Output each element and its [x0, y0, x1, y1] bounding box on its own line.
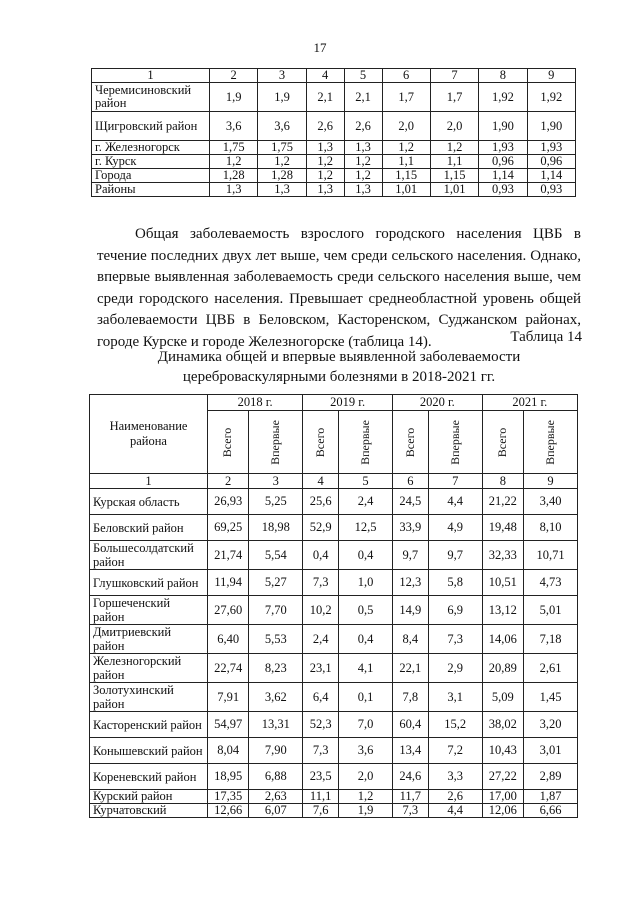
value-cell: 0,4	[339, 541, 393, 570]
new-header-cell	[428, 411, 482, 474]
value-cell: 7,6	[303, 804, 339, 818]
table-row	[90, 654, 578, 683]
value-cell: 17,00	[482, 790, 523, 804]
value-cell: 1,2	[258, 155, 306, 169]
column-number-cell: 6	[392, 474, 428, 489]
value-cell: 1,2	[339, 790, 393, 804]
table-row	[90, 570, 578, 596]
new-header-cell	[524, 411, 578, 474]
value-cell: 32,33	[482, 541, 523, 570]
value-cell: 1,3	[344, 183, 382, 197]
value-cell: 1,2	[430, 141, 478, 155]
year-header-cell: 2020 г.	[392, 395, 482, 411]
value-cell: 3,1	[428, 683, 482, 712]
year-header-cell: 2021 г.	[482, 395, 577, 411]
value-cell: 0,5	[339, 596, 393, 625]
value-cell: 14,06	[482, 625, 523, 654]
value-cell: 24,5	[392, 489, 428, 515]
value-cell: 23,5	[303, 764, 339, 790]
value-cell: 1,0	[339, 570, 393, 596]
value-cell: 12,66	[208, 804, 249, 818]
vertical-label: Впервые	[358, 419, 372, 465]
value-cell: 2,0	[339, 764, 393, 790]
column-number-cell: 3	[249, 474, 303, 489]
row-name-cell: Дмитриевский район	[90, 625, 208, 654]
page-number: 17	[313, 40, 327, 55]
value-cell: 2,89	[524, 764, 578, 790]
column-number-cell: 3	[258, 69, 306, 83]
value-cell: 20,89	[482, 654, 523, 683]
row-name-cell: Железногорский район	[90, 654, 208, 683]
value-cell: 1,2	[344, 155, 382, 169]
value-cell: 52,3	[303, 712, 339, 738]
row-name-cell: Глушковский район	[90, 570, 208, 596]
value-cell: 7,3	[303, 738, 339, 764]
value-cell: 7,3	[428, 625, 482, 654]
value-cell: 7,18	[524, 625, 578, 654]
value-cell: 7,70	[249, 596, 303, 625]
value-cell: 5,01	[524, 596, 578, 625]
value-cell: 2,1	[306, 83, 344, 112]
value-cell: 1,3	[344, 141, 382, 155]
value-cell: 6,07	[249, 804, 303, 818]
value-cell: 7,2	[428, 738, 482, 764]
column-number-cell: 6	[382, 69, 430, 83]
value-cell: 6,9	[428, 596, 482, 625]
value-cell: 1,90	[527, 112, 575, 141]
value-cell: 7,8	[392, 683, 428, 712]
row-name-cell: Кореневский район	[90, 764, 208, 790]
value-cell: 69,25	[208, 515, 249, 541]
value-cell: 2,61	[524, 654, 578, 683]
value-cell: 1,14	[479, 169, 527, 183]
value-cell: 0,93	[479, 183, 527, 197]
value-cell: 33,9	[392, 515, 428, 541]
column-number-cell: 8	[479, 69, 527, 83]
column-number-cell: 5	[339, 474, 393, 489]
table-row	[92, 112, 576, 141]
new-header-cell	[339, 411, 393, 474]
value-cell: 1,2	[210, 155, 258, 169]
row-name-cell: Беловский район	[90, 515, 208, 541]
value-cell: 1,93	[479, 141, 527, 155]
value-cell: 1,2	[306, 155, 344, 169]
table-main	[89, 394, 578, 818]
value-cell: 11,1	[303, 790, 339, 804]
value-cell: 6,4	[303, 683, 339, 712]
new-header-cell	[249, 411, 303, 474]
vertical-label: Всего	[402, 427, 417, 457]
value-cell: 12,5	[339, 515, 393, 541]
column-number-cell: 5	[344, 69, 382, 83]
value-cell: 13,4	[392, 738, 428, 764]
vertical-label: Впервые	[268, 419, 283, 465]
table-row	[92, 169, 576, 183]
table-caption-line2: цереброваскулярными болезнями в 2018-2021 гг.	[182, 369, 496, 385]
value-cell: 1,9	[258, 83, 306, 112]
column-number-cell: 9	[527, 69, 575, 83]
value-cell: 1,01	[430, 183, 478, 197]
year-header-row	[90, 395, 578, 411]
value-cell: 0,96	[479, 155, 527, 169]
value-cell: 3,20	[524, 712, 578, 738]
vertical-label: Впервые	[447, 419, 462, 465]
column-number-cell: 2	[208, 474, 249, 489]
value-cell: 8,04	[208, 738, 249, 764]
value-cell: 1,14	[527, 169, 575, 183]
value-cell: 21,22	[482, 489, 523, 515]
value-cell: 0,1	[339, 683, 393, 712]
column-number-cell: 7	[430, 69, 478, 83]
row-name-cell: г. Железногорск	[92, 141, 210, 155]
total-header-cell	[208, 411, 249, 474]
value-cell: 3,6	[210, 112, 258, 141]
value-cell: 2,6	[306, 112, 344, 141]
value-cell: 11,94	[208, 570, 249, 596]
table-row	[92, 155, 576, 169]
value-cell: 5,53	[249, 625, 303, 654]
value-cell: 13,31	[249, 712, 303, 738]
value-cell: 1,92	[479, 83, 527, 112]
table-row	[90, 764, 578, 790]
row-name-cell: Курчатовский	[90, 804, 208, 818]
table-row	[90, 625, 578, 654]
value-cell: 23,1	[303, 654, 339, 683]
row-name-cell: Золотухинский район	[90, 683, 208, 712]
value-cell: 1,15	[430, 169, 478, 183]
value-cell: 1,28	[210, 169, 258, 183]
value-cell: 7,90	[249, 738, 303, 764]
table-row	[92, 183, 576, 197]
value-cell: 5,27	[249, 570, 303, 596]
value-cell: 4,1	[339, 654, 393, 683]
value-cell: 1,1	[430, 155, 478, 169]
value-cell: 3,40	[524, 489, 578, 515]
column-number-cell: 2	[210, 69, 258, 83]
row-name-cell: Курский район	[90, 790, 208, 804]
row-name-cell: Черемисиновский район	[92, 83, 210, 112]
value-cell: 3,6	[339, 738, 393, 764]
row-name-cell: Касторенский район	[90, 712, 208, 738]
value-cell: 5,09	[482, 683, 523, 712]
total-header-cell	[303, 411, 339, 474]
year-header-cell: 2019 г.	[303, 395, 393, 411]
row-name-cell: Большесолдатский район	[90, 541, 208, 570]
value-cell: 1,1	[382, 155, 430, 169]
value-cell: 10,43	[482, 738, 523, 764]
row-name-cell: г. Курск	[92, 155, 210, 169]
value-cell: 22,1	[392, 654, 428, 683]
value-cell: 1,87	[524, 790, 578, 804]
value-cell: 4,9	[428, 515, 482, 541]
value-cell: 7,3	[303, 570, 339, 596]
row-name-cell: Города	[92, 169, 210, 183]
vertical-label: Всего	[220, 427, 235, 457]
table-row	[90, 489, 578, 515]
value-cell: 17,35	[208, 790, 249, 804]
column-number-cell: 9	[524, 474, 578, 489]
value-cell: 1,15	[382, 169, 430, 183]
value-cell: 54,97	[208, 712, 249, 738]
value-cell: 2,6	[344, 112, 382, 141]
value-cell: 0,4	[303, 541, 339, 570]
table-row	[90, 515, 578, 541]
table-row	[92, 83, 576, 112]
value-cell: 0,4	[339, 625, 393, 654]
row-name-cell: Щигровский район	[92, 112, 210, 141]
column-number-cell: 4	[306, 69, 344, 83]
value-cell: 1,2	[382, 141, 430, 155]
total-header-cell	[482, 411, 523, 474]
value-cell: 1,75	[210, 141, 258, 155]
value-cell: 10,2	[303, 596, 339, 625]
value-cell: 7,0	[339, 712, 393, 738]
value-cell: 2,0	[430, 112, 478, 141]
value-cell: 1,3	[306, 141, 344, 155]
value-cell: 5,8	[428, 570, 482, 596]
table-row	[90, 790, 578, 804]
value-cell: 4,73	[524, 570, 578, 596]
value-cell: 27,22	[482, 764, 523, 790]
table-row	[90, 712, 578, 738]
value-cell: 12,06	[482, 804, 523, 818]
table-header-row	[92, 69, 576, 83]
value-cell: 2,9	[428, 654, 482, 683]
value-cell: 1,75	[258, 141, 306, 155]
value-cell: 3,3	[428, 764, 482, 790]
value-cell: 3,01	[524, 738, 578, 764]
value-cell: 3,6	[258, 112, 306, 141]
value-cell: 1,2	[344, 169, 382, 183]
value-cell: 2,6	[428, 790, 482, 804]
body-paragraph: Общая заболеваемость взрослого городского населения ЦВБ в течение последних двух лет выше, чем среди сельского населения. Однако, впервые выявленная заболеваемость среди сельского населения выше, чем среди городского населения. Превышает среднеобластной уровень общей заболеваемости ЦВБ в Беловском, Касторенском, Суджанском районах, городе Курске и городе Железногорске (таблица 14).	[97, 226, 581, 350]
value-cell: 0,96	[527, 155, 575, 169]
value-cell: 10,51	[482, 570, 523, 596]
value-cell: 8,23	[249, 654, 303, 683]
value-cell: 1,3	[306, 183, 344, 197]
value-cell: 24,6	[392, 764, 428, 790]
vertical-label: Всего	[313, 427, 328, 457]
column-number-cell: 8	[482, 474, 523, 489]
vertical-label: Впервые	[543, 419, 557, 465]
value-cell: 10,71	[524, 541, 578, 570]
value-cell: 9,7	[428, 541, 482, 570]
value-cell: 0,93	[527, 183, 575, 197]
value-cell: 6,88	[249, 764, 303, 790]
value-cell: 8,4	[392, 625, 428, 654]
value-cell: 1,92	[527, 83, 575, 112]
column-number-cell: 1	[92, 69, 210, 83]
value-cell: 60,4	[392, 712, 428, 738]
value-cell: 3,62	[249, 683, 303, 712]
value-cell: 1,7	[430, 83, 478, 112]
table-caption	[97, 347, 581, 387]
value-cell: 12,3	[392, 570, 428, 596]
value-cell: 1,90	[479, 112, 527, 141]
value-cell: 1,3	[258, 183, 306, 197]
value-cell: 2,0	[382, 112, 430, 141]
value-cell: 11,7	[392, 790, 428, 804]
value-cell: 21,74	[208, 541, 249, 570]
table-row	[90, 738, 578, 764]
value-cell: 22,74	[208, 654, 249, 683]
value-cell: 1,93	[527, 141, 575, 155]
table-row	[90, 683, 578, 712]
value-cell: 2,1	[344, 83, 382, 112]
column-number-cell: 4	[303, 474, 339, 489]
value-cell: 4,4	[428, 489, 482, 515]
value-cell: 14,9	[392, 596, 428, 625]
value-cell: 1,9	[210, 83, 258, 112]
table-row	[90, 804, 578, 818]
value-cell: 5,54	[249, 541, 303, 570]
row-name-cell: Районы	[92, 183, 210, 197]
value-cell: 18,95	[208, 764, 249, 790]
column-number-cell: 1	[90, 474, 208, 489]
value-cell: 26,93	[208, 489, 249, 515]
value-cell: 38,02	[482, 712, 523, 738]
table-row	[92, 141, 576, 155]
table-top	[91, 68, 576, 197]
value-cell: 9,7	[392, 541, 428, 570]
value-cell: 2,4	[303, 625, 339, 654]
value-cell: 8,10	[524, 515, 578, 541]
row-name-cell: Горшеченский район	[90, 596, 208, 625]
value-cell: 15,2	[428, 712, 482, 738]
value-cell: 7,3	[392, 804, 428, 818]
table-label: Таблица 14	[510, 329, 582, 345]
value-cell: 7,91	[208, 683, 249, 712]
value-cell: 1,01	[382, 183, 430, 197]
table-row	[90, 541, 578, 570]
year-header-cell: 2018 г.	[208, 395, 303, 411]
value-cell: 2,4	[339, 489, 393, 515]
name-header-cell: Наименование района	[90, 395, 208, 474]
value-cell: 18,98	[249, 515, 303, 541]
value-cell: 5,25	[249, 489, 303, 515]
value-cell: 1,45	[524, 683, 578, 712]
column-number-cell: 7	[428, 474, 482, 489]
value-cell: 6,40	[208, 625, 249, 654]
value-cell: 1,7	[382, 83, 430, 112]
column-number-row	[90, 474, 578, 489]
row-name-cell: Курская область	[90, 489, 208, 515]
value-cell: 1,3	[210, 183, 258, 197]
value-cell: 2,63	[249, 790, 303, 804]
value-cell: 52,9	[303, 515, 339, 541]
value-cell: 4,4	[428, 804, 482, 818]
value-cell: 13,12	[482, 596, 523, 625]
value-cell: 25,6	[303, 489, 339, 515]
value-cell: 1,28	[258, 169, 306, 183]
vertical-label: Всего	[495, 427, 510, 457]
table-caption-line1: Динамика общей и впервые выявленной заболеваемости	[157, 349, 521, 365]
row-name-cell: Конышевский район	[90, 738, 208, 764]
value-cell: 27,60	[208, 596, 249, 625]
value-cell: 1,9	[339, 804, 393, 818]
value-cell: 19,48	[482, 515, 523, 541]
total-header-cell	[392, 411, 428, 474]
value-cell: 6,66	[524, 804, 578, 818]
table-row	[90, 596, 578, 625]
value-cell: 1,2	[306, 169, 344, 183]
